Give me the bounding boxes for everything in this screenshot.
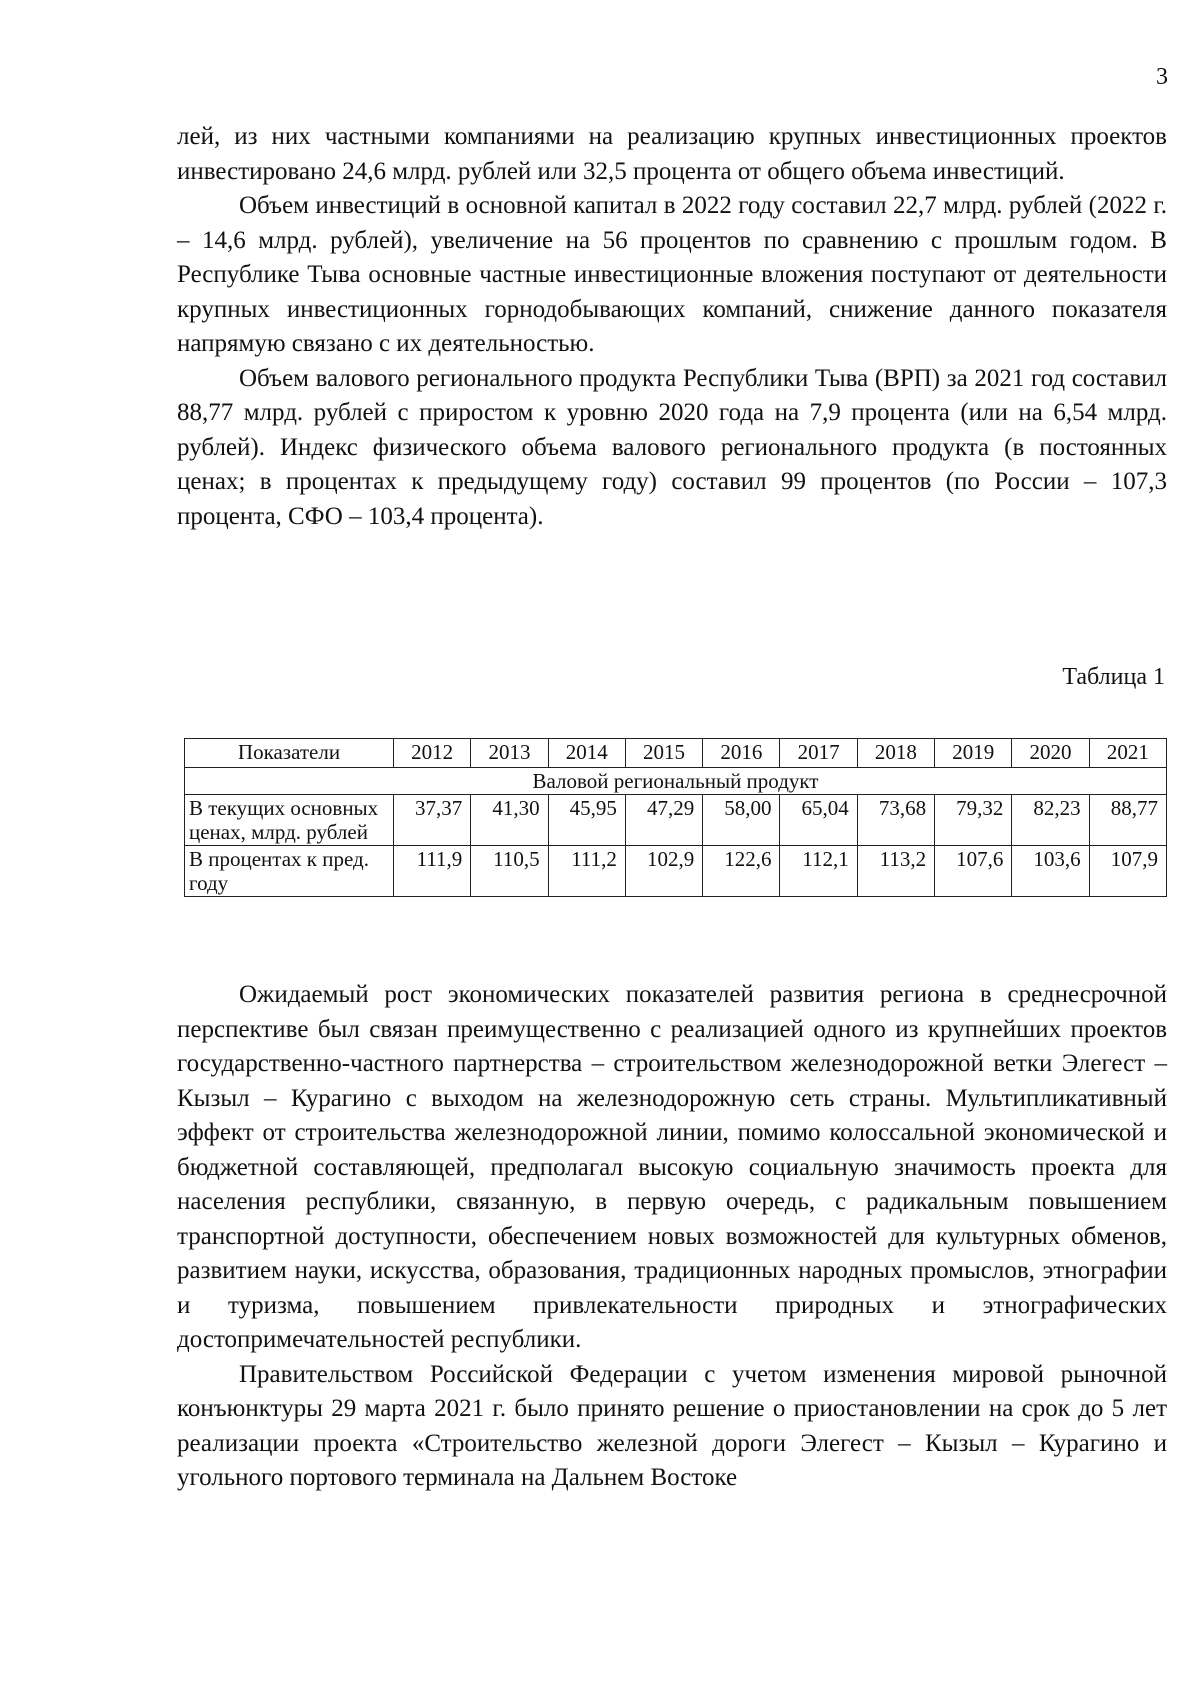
table-cell: 102,9 — [625, 846, 702, 897]
page-number: 3 — [1156, 64, 1168, 90]
paragraph: Правительством Российской Федерации с учетом изменения мировой рыночной конъюнктуры 29 марта 2021 г. было принято решение о приостановлении на срок до 5 лет реализации проекта «Строительство железной дороги Элегест – Кызыл – Курагино и угольного портового терминала на Дальнем Востоке — [177, 1360, 1167, 1491]
table-cell: 47,29 — [625, 795, 702, 846]
table-header-year: 2019 — [935, 739, 1012, 768]
table-cell: 88,77 — [1089, 795, 1166, 846]
table-header-year: 2021 — [1089, 739, 1166, 768]
table-cell: 65,04 — [780, 795, 857, 846]
text-block-top — [177, 120, 1167, 534]
paragraph: Объем инвестиций в основной капитал в 2022 году составил 22,7 млрд. рублей (2022 г. – 14,6 млрд. рублей), увеличение на 56 процентов по сравнению с прошлым годом. В Республике Тыва основные частные инвестиционные вложения поступают от деятельности крупных инвестиционных горнодобывающих компаний, снижение данного показателя напрямую связано с их деятельностью. — [177, 192, 1167, 357]
gdp-table — [184, 738, 1167, 897]
table-header-year: 2017 — [780, 739, 857, 768]
table-cell: 107,6 — [935, 846, 1012, 897]
table-cell: 73,68 — [857, 795, 934, 846]
table-header-year: 2020 — [1012, 739, 1089, 768]
table-header-year: 2014 — [548, 739, 625, 768]
table-cell: 112,1 — [780, 846, 857, 897]
text-block-bottom — [177, 978, 1167, 1496]
table-header-row — [185, 739, 1167, 768]
table-cell: 111,9 — [394, 846, 471, 897]
table-section-row — [185, 768, 1167, 795]
table-cell: 79,32 — [935, 795, 1012, 846]
table-cell: 110,5 — [471, 846, 548, 897]
paragraph: Ожидаемый рост экономических показателей развития региона в среднесрочной перспективе был связан преимущественно с реализацией одного из крупнейших проектов государственно-частного партнерства – строительством железнодорожной ветки Элегест – Кызыл – Курагино с выходом на железнодорожную сеть страны. Мультипликативный эффект от строительства железнодорожной линии, помимо колоссальной экономической и бюджетной составляющей, предполагал высокую социальную значимость проекта для населения республики, связанную, в первую очередь, с радикальным повышением транспортной доступности, обеспечением новых возможностей для культурных обменов, развитием науки, искусства, образования, традиционных народных промыслов, этнографии и туризма, повышением привлекательности природных и этнографических достопримечательностей республики. — [177, 981, 1167, 1353]
table-header-year: 2013 — [471, 739, 548, 768]
table-row-label: В текущих основных ценах, млрд. рублей — [185, 795, 394, 846]
table-caption: Таблица 1 — [1062, 664, 1165, 690]
paragraph: Объем валового регионального продукта Республики Тыва (ВРП) за 2021 год составил 88,77 млрд. рублей с приростом к уровню 2020 года на 7,9 процента (или на 6,54 млрд. рублей). Индекс физического объема валового регионального продукта (в постоянных ценах; в процентах к предыдущему году) составил 99 процентов (по России – 107,3 процента, СФО – 103,4 процента). — [177, 364, 1167, 530]
table-cell: 58,00 — [703, 795, 780, 846]
table-cell: 37,37 — [394, 795, 471, 846]
table-header-year: 2016 — [703, 739, 780, 768]
table-header-year: 2015 — [625, 739, 702, 768]
table-cell: 45,95 — [548, 795, 625, 846]
table-row — [185, 795, 1167, 846]
table-cell: 41,30 — [471, 795, 548, 846]
table-cell: 122,6 — [703, 846, 780, 897]
table-cell: 111,2 — [548, 846, 625, 897]
table-header-year: 2018 — [857, 739, 934, 768]
table-header-label: Показатели — [185, 739, 394, 768]
table-row — [185, 846, 1167, 897]
table-section-title: Валовой региональный продукт — [185, 768, 1167, 795]
table-cell: 82,23 — [1012, 795, 1089, 846]
table-row-label: В процентах к пред. году — [185, 846, 394, 897]
table-cell: 107,9 — [1089, 846, 1166, 897]
table-cell: 103,6 — [1012, 846, 1089, 897]
table-header-year: 2012 — [394, 739, 471, 768]
paragraph: лей, из них частными компаниями на реализацию крупных инвестиционных проектов инвестировано 24,6 млрд. рублей или 32,5 процента от общего объема инвестиций. — [177, 123, 1167, 185]
table-cell: 113,2 — [857, 846, 934, 897]
